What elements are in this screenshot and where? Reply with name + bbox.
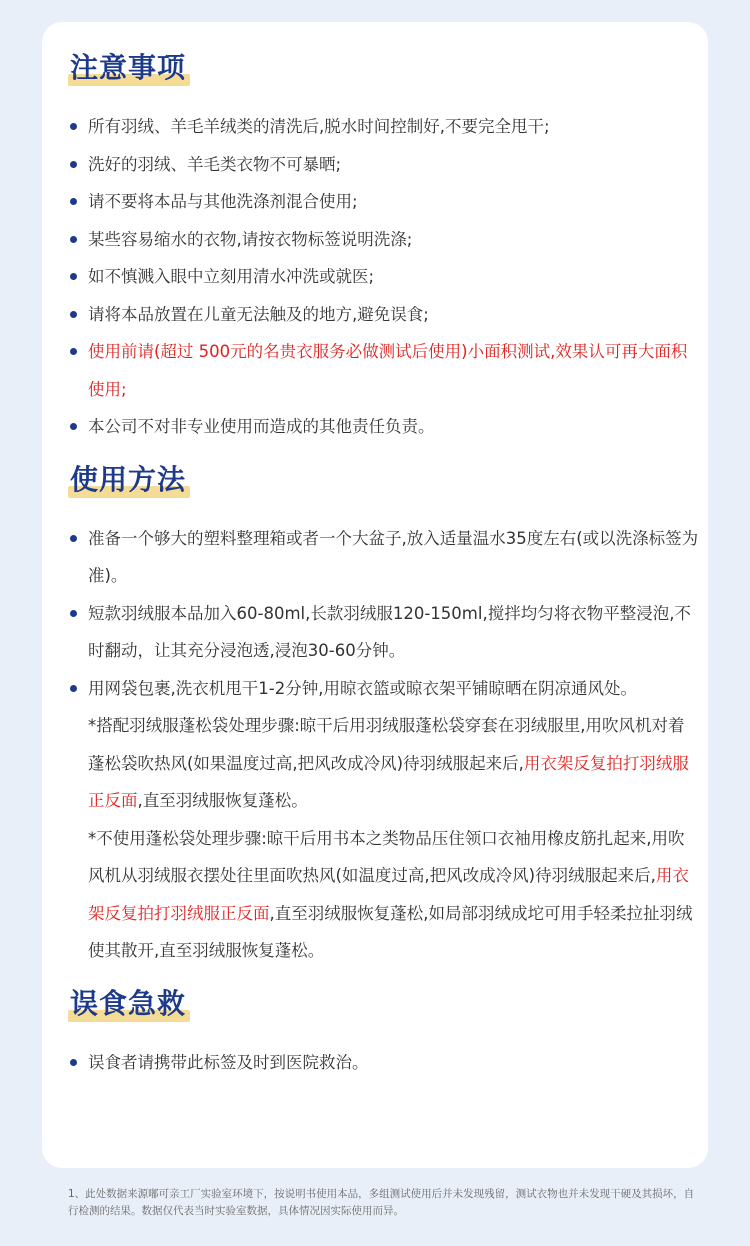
item-text: 本公司不对非专业使用而造成的其他责任负责。	[88, 417, 435, 436]
bullet-icon	[70, 311, 77, 318]
list-item	[70, 408, 700, 446]
item-text: 洗好的羽绒、羊毛类衣物不可暴晒;	[88, 154, 342, 174]
notice-title: 注意事项	[70, 48, 186, 88]
bullet-icon	[70, 610, 77, 617]
footnote: 1、此处数据来源嘟可亲工厂实验室环境下，按说明书使用本品，多组测试使用后并未发现残留，测试衣物也并未发现干硬及其损坏，自行检测的结果。数据仅代表当时实验室数据，具体情况因实际使用而异。	[68, 1188, 695, 1217]
list-item	[70, 183, 700, 221]
bullet-icon	[70, 1059, 77, 1066]
list-item	[70, 108, 700, 146]
list-item	[70, 296, 700, 334]
item-text: 请将本品放置在儿童无法触及的地方,避免误食;	[88, 304, 429, 324]
item-text: 误食者请携带此标签及时到医院救治。	[88, 1052, 369, 1072]
list-item	[70, 221, 700, 259]
note-highlight: 用衣架反复拍打羽绒服正反面	[88, 753, 689, 810]
item-text: 用网袋包裹,洗衣机甩干1-2分钟,用晾衣篮或晾衣架平铺晾晒在阴凉通风处。	[88, 678, 637, 698]
list-item	[70, 520, 700, 595]
fluff-bag-note	[70, 707, 700, 820]
item-text: 某些容易缩水的衣物,请按衣物标签说明洗涤;	[88, 229, 413, 249]
bullet-icon	[70, 198, 77, 205]
list-item	[70, 595, 700, 670]
list-item	[70, 258, 700, 296]
item-text: 使用前请(超过 500元的名贵衣服务必做测试后使用)小面积测试,效果认可再大面积使用;	[88, 342, 688, 399]
list-item	[70, 1044, 700, 1082]
note-text: *不使用蓬松袋处理步骤:晾干后用书本之类物品压住领口衣袖用橡皮筋扎起来,用吹风机从羽绒服衣摆处往里面吹热风(如温度过高,把风改成冷风)待羽绒服起来后,	[88, 828, 685, 885]
item-text: 所有羽绒、羊毛羊绒类的清洗后,脱水时间控制好,不要完全甩干;	[88, 117, 550, 136]
bullet-icon	[70, 161, 77, 168]
note-highlight: 用衣架反复拍打羽绒服正反面	[88, 866, 689, 923]
item-text: 准备一个够大的塑料整理箱或者一个大盆子,放入适量温水35度左右(或以洗涤标签为准)。	[88, 528, 699, 585]
note-text: *搭配羽绒服蓬松袋处理步骤:晾干后用羽绒服蓬松袋穿套在羽绒服里,用吹风机对着蓬松袋吹热风(如果温度过高,把风改成冷风)待羽绒服起来后,	[88, 716, 685, 773]
bullet-icon	[70, 348, 77, 355]
firstaid-list	[70, 1044, 708, 1082]
item-text: 短款羽绒服本品加入60-80ml,长款羽绒服120-150ml,搅拌均匀将衣物平整浸泡,不时翻动，让其充分浸泡透,浸泡30-60分钟。	[88, 603, 691, 660]
no-bag-note	[70, 820, 700, 970]
item-text: 如不慎溅入眼中立刻用清水冲洗或就医;	[88, 267, 375, 286]
bullet-icon	[70, 535, 77, 542]
bullet-icon	[70, 685, 77, 692]
bullet-icon	[70, 236, 77, 243]
bullet-icon	[70, 423, 77, 430]
usage-title: 使用方法	[70, 460, 186, 500]
note-text: ,直至羽绒服恢复蓬松,如局部羽绒成坨可用手轻柔拉扯羽绒使其散开,直至羽绒服恢复蓬松。	[88, 903, 693, 960]
bullet-icon	[70, 273, 77, 280]
firstaid-title: 误食急救	[70, 984, 186, 1024]
list-item-warning	[70, 333, 700, 408]
instructions-card	[42, 22, 708, 1168]
notice-list	[70, 108, 708, 446]
note-text: ,直至羽绒服恢复蓬松。	[137, 791, 308, 810]
list-item	[70, 146, 700, 184]
list-item	[70, 670, 700, 708]
item-text: 请不要将本品与其他洗涤剂混合使用;	[88, 192, 358, 211]
bullet-icon	[70, 123, 77, 130]
usage-list	[70, 520, 708, 708]
